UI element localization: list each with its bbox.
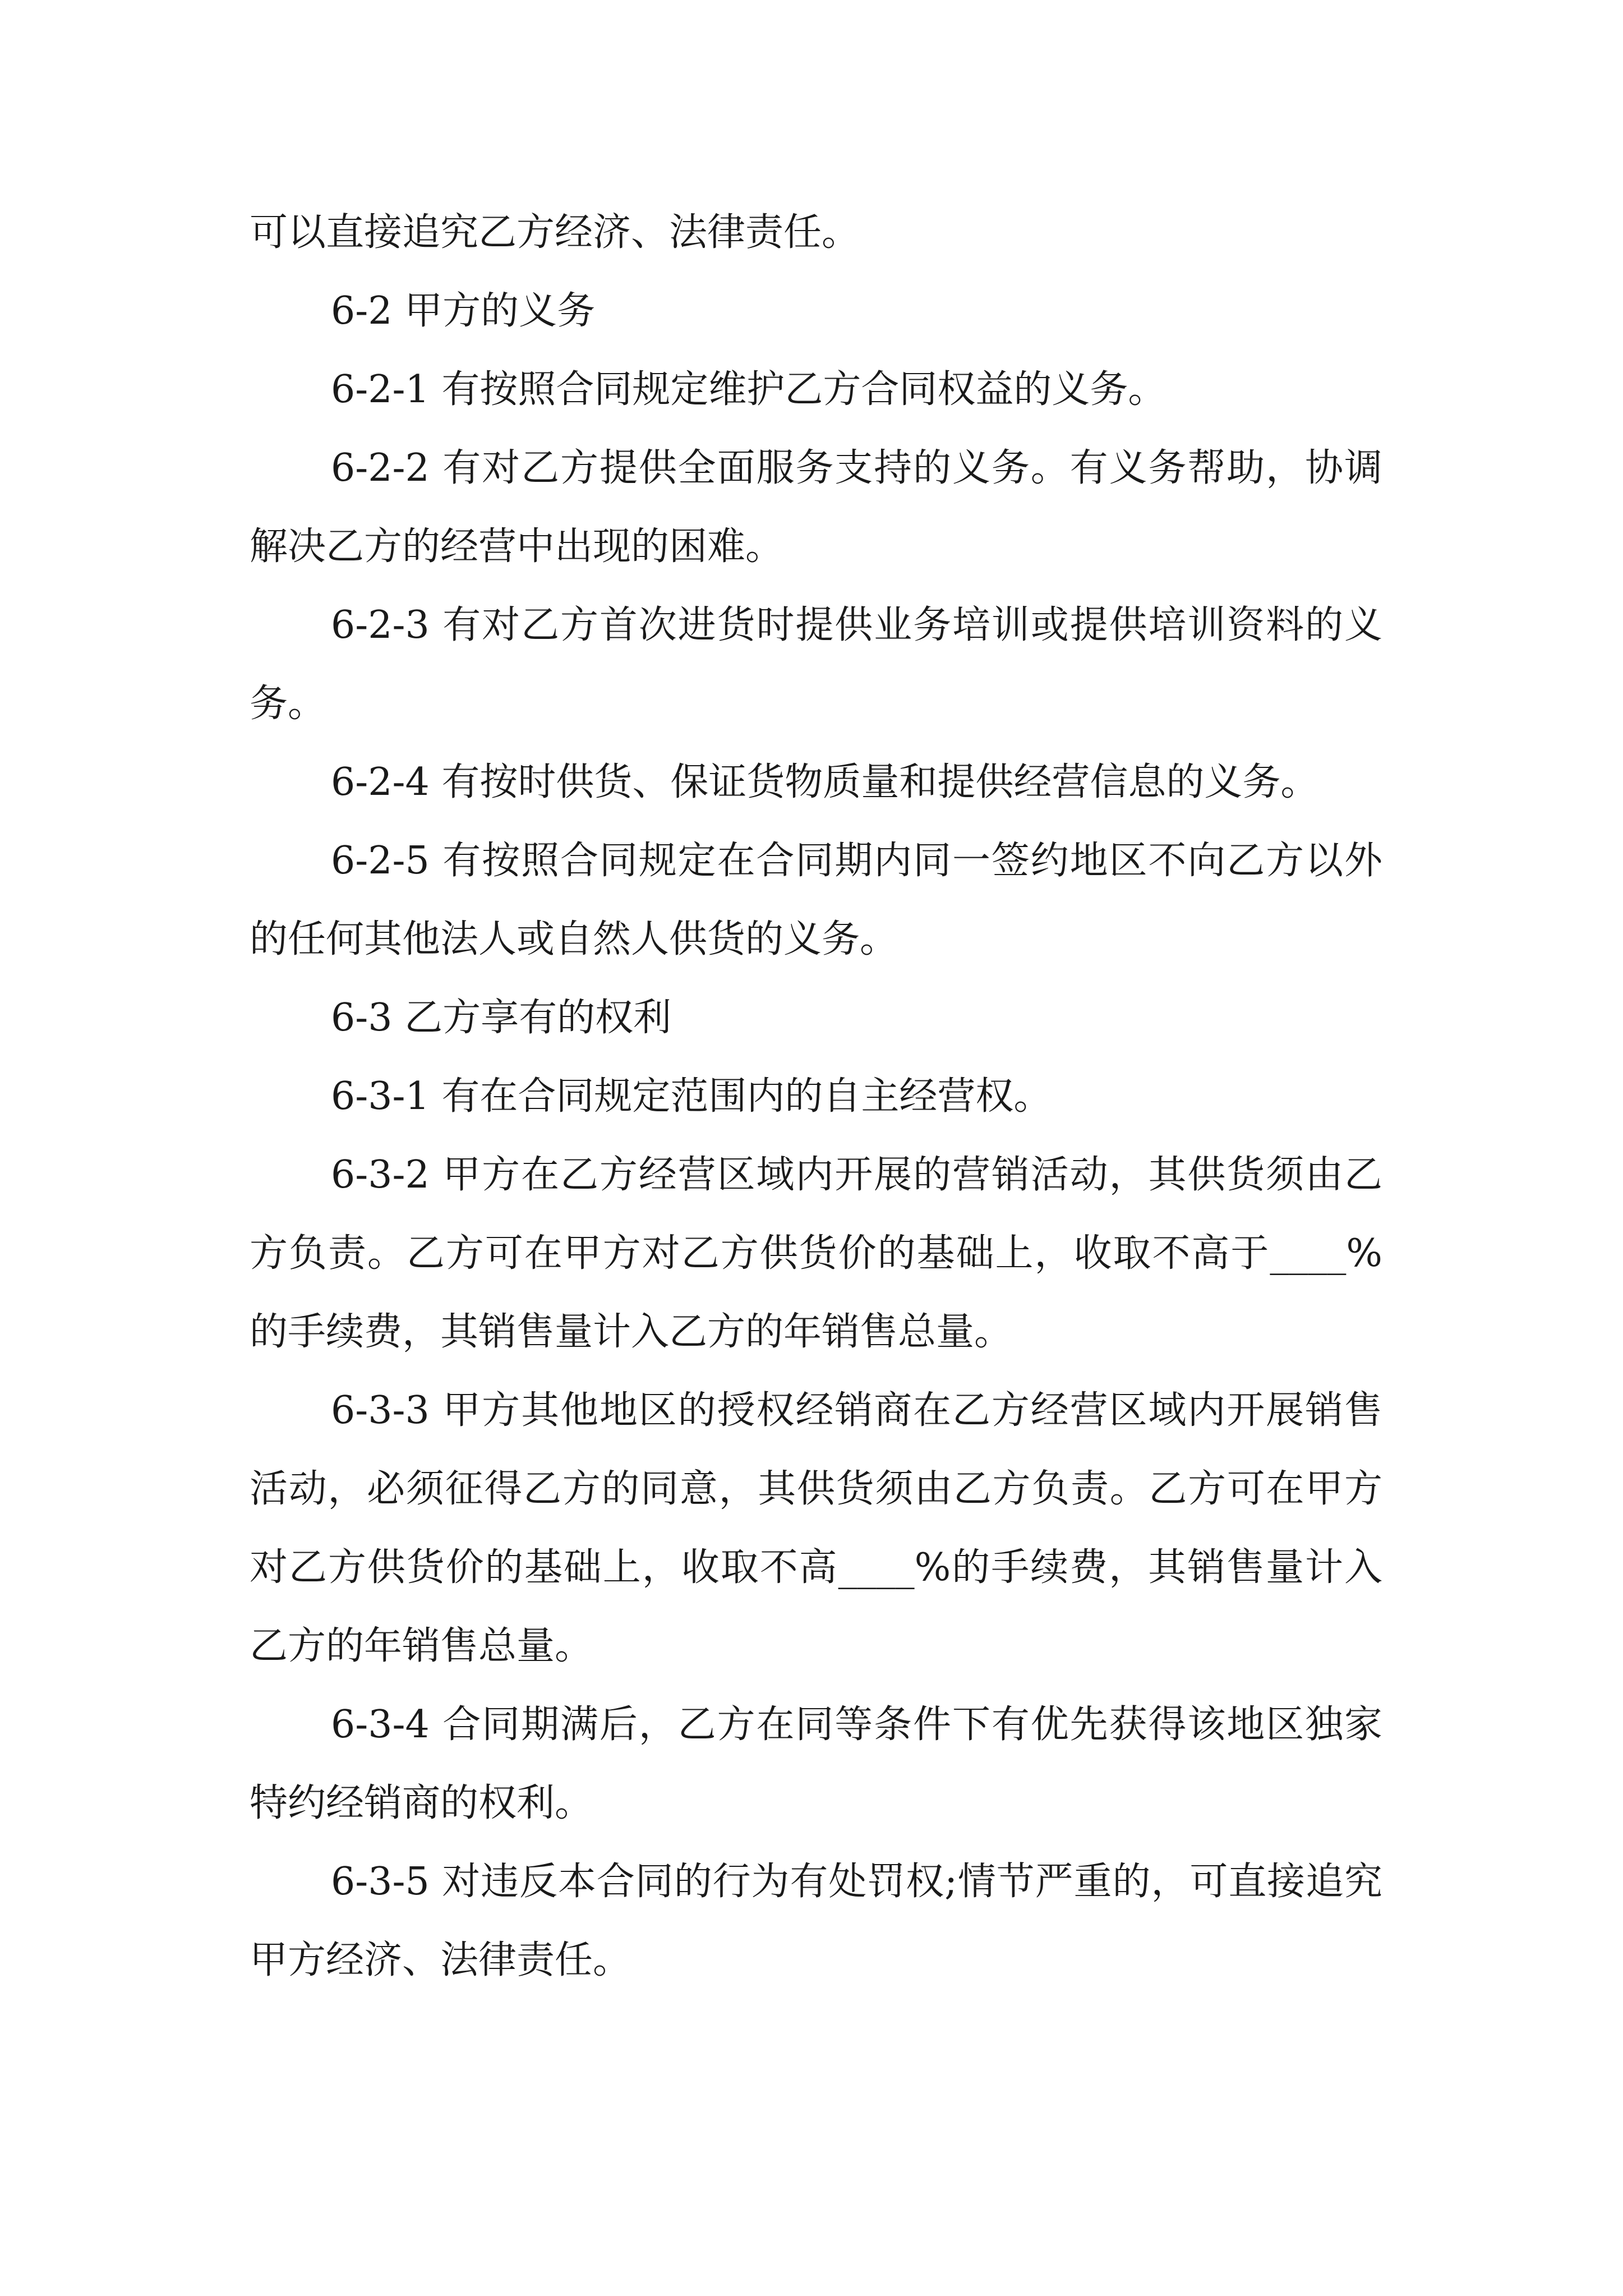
clause-6-3-5: 6-3-5 对违反本合同的行为有处罚权;情节严重的，可直接追究甲方经济、法律责任。 — [250, 1860, 1382, 1982]
clause-6-3-2: 6-3-2 甲方在乙方经营区域内开展的营销活动，其供货须由乙方负责。乙方可在甲方对乙方供货价的基础上，收取不高于____%的手续费，其销售量计入乙方的年销售总量。 — [250, 1153, 1382, 1354]
document-body — [250, 194, 1382, 2000]
paragraph-continuation: 可以直接追究乙方经济、法律责任。 — [250, 210, 860, 255]
clause-6-2-2: 6-2-2 有对乙方提供全面服务支持的义务。有义务帮助，协调解决乙方的经营中出现的困难。 — [250, 446, 1382, 569]
clause-6-3-3: 6-3-3 甲方其他地区的授权经销商在乙方经营区域内开展销售活动，必须征得乙方的同意，其供货须由乙方负责。乙方可在甲方对乙方供货价的基础上，收取不高____%的手续费，其销售量计入乙方的年销售总量。 — [250, 1388, 1382, 1668]
clause-6-2-5: 6-2-5 有按照合同规定在合同期内同一签约地区不向乙方以外的任何其他法人或自然人供货的义务。 — [250, 839, 1382, 961]
clause-6-2-3: 6-2-3 有对乙方首次进货时提供业务培训或提供培训资料的义务。 — [250, 603, 1382, 726]
clause-6-3-1: 6-3-1 有在合同规定范围内的自主经营权。 — [331, 1074, 1052, 1119]
clause-6-2-1: 6-2-1 有按照合同规定维护乙方合同权益的义务。 — [331, 367, 1166, 412]
section-heading-6-2: 6-2 甲方的义务 — [331, 289, 596, 333]
clause-6-2-4: 6-2-4 有按时供货、保证货物质量和提供经营信息的义务。 — [331, 760, 1319, 804]
clause-6-3-4: 6-3-4 合同期满后，乙方在同等条件下有优先获得该地区独家特约经销商的权利。 — [250, 1703, 1382, 1825]
section-heading-6-3: 6-3 乙方享有的权利 — [331, 996, 672, 1040]
